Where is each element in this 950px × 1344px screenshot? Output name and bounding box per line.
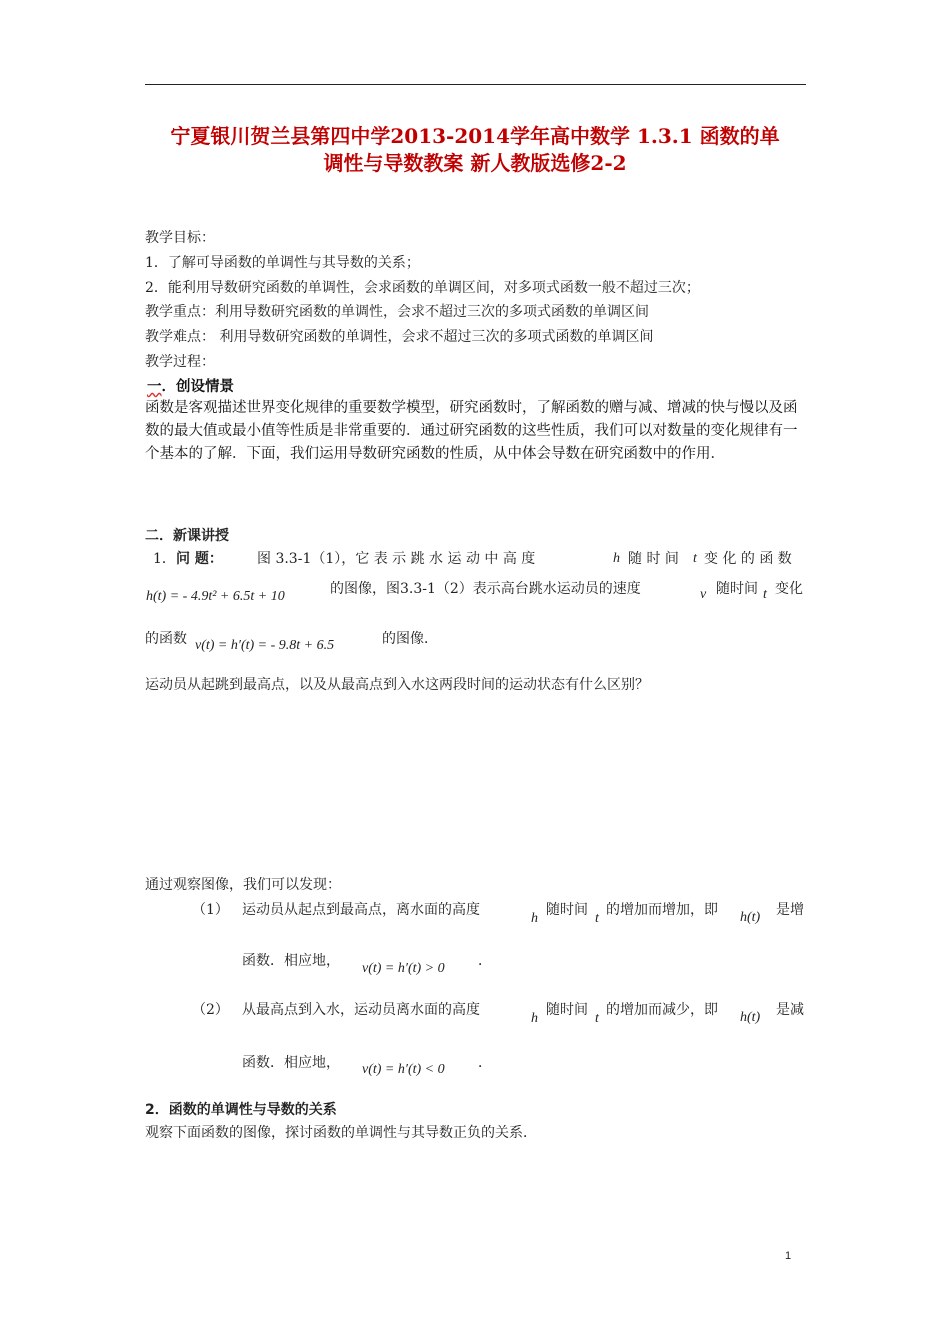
obs2-text-5: 函数．相应地， xyxy=(242,1055,340,1071)
obs1-period: ． xyxy=(478,953,492,969)
var-h: h xyxy=(613,551,620,566)
section2-heading: 二．新课讲授 xyxy=(145,528,229,544)
obs1-text-3: 的增加而增加，即 xyxy=(606,902,718,918)
title-line-1: 宁夏银川贺兰县第四中学2013-2014学年高中数学 1.3.1 函数的单 xyxy=(170,124,780,148)
observe-intro: 通过观察图像，我们可以发现： xyxy=(145,877,341,893)
header-rule xyxy=(145,84,806,85)
document-title xyxy=(140,123,810,177)
obs2-number: （2） xyxy=(192,1002,229,1018)
title-line-2: 调性与导数教案 新人教版选修2-2 xyxy=(323,151,627,175)
obs1-var-t: t xyxy=(595,911,599,926)
obs1-ht: h(t) xyxy=(740,910,761,925)
obs1-formula: v(t) = h′(t) > 0 xyxy=(362,961,445,976)
formula-v: v(t) = h′(t) = - 9.8t + 6.5 xyxy=(195,638,335,653)
difficulty-point: 教学难点： 利用导数研究函数的单调性，会求不超过三次的多项式函数的单调区间 xyxy=(145,329,654,345)
obs2-var-t: t xyxy=(595,1011,599,1026)
process-label: 教学过程： xyxy=(145,354,215,370)
question-number: 1． xyxy=(153,551,176,567)
obs2-text-1: 从最高点到入水，运动员离水面的高度 xyxy=(242,1002,480,1018)
var-v: v xyxy=(700,587,707,602)
section1-paragraph: 函数是客观描述世界变化规律的重要数学模型，研究函数时，了解函数的赠与减、增减的快与慢以及函数的最大值或最小值等性质是非常重要的．通过研究函数的这些性质，我们可以对数量的变化规律有一个基本的了解．下面，我们运用导数研究函数的性质，从中体会导数在研究函数中的作用． xyxy=(145,400,798,462)
question-text-7: 的函数 xyxy=(145,631,187,647)
question-text-3: 变 化 的 函 数 xyxy=(704,551,792,567)
obs1-text-2: 随时间 xyxy=(546,902,588,918)
obs1-text-4: 是增 xyxy=(776,902,804,918)
section1-heading-text: ．创设情景 xyxy=(161,379,234,395)
question-text-1: 图 3.3-1（1），它 表 示 跳 水 运 动 中 高 度 xyxy=(257,551,536,567)
obs1-text-5: 函数．相应地， xyxy=(242,953,340,969)
objectives-label: 教学目标： xyxy=(145,230,215,246)
question-label: 问 题： xyxy=(176,551,223,567)
objective-item-1: 1．了解可导函数的单调性与其导数的关系； xyxy=(145,255,420,271)
obs2-text-4: 是减 xyxy=(776,1002,804,1018)
section3-heading: 2．函数的单调性与导数的关系 xyxy=(145,1102,337,1118)
section3-text: 观察下面函数的图像，探讨函数的单调性与其导数正负的关系． xyxy=(145,1125,537,1141)
obs2-formula: v(t) = h′(t) < 0 xyxy=(362,1062,445,1077)
obs1-text-1: 运动员从起点到最高点，离水面的高度 xyxy=(242,902,480,918)
var-t: t xyxy=(693,551,697,566)
obs2-ht: h(t) xyxy=(740,1010,761,1025)
page-number: 1 xyxy=(785,1250,792,1262)
obs2-text-2: 随时间 xyxy=(546,1002,588,1018)
section1-heading xyxy=(147,375,234,396)
obs2-var-h: h xyxy=(531,1011,538,1026)
question-prompt: 运动员从起跳到最高点，以及从最高点到入水这两段时间的运动状态有什么区别？ xyxy=(145,677,649,693)
key-point: 教学重点：利用导数研究函数的单调性，会求不超过三次的多项式函数的单调区间 xyxy=(145,304,649,320)
question-text-6: 变化 xyxy=(775,581,803,597)
obs1-var-h: h xyxy=(531,911,538,926)
formula-h: h(t) = - 4.9t² + 6.5t + 10 xyxy=(146,589,285,604)
obs1-number: （1） xyxy=(192,902,229,918)
question-text-2: 随 时 间 xyxy=(628,551,679,567)
obs2-text-3: 的增加而减少，即 xyxy=(606,1002,718,1018)
var-t-2: t xyxy=(763,587,767,602)
section1-heading-prefix: 一 xyxy=(147,379,162,395)
objective-item-2: 2．能利用导数研究函数的单调性，会求函数的单调区间，对多项式函数一般不超过三次； xyxy=(145,280,700,296)
question-text-5: 随时间 xyxy=(716,581,758,597)
question-text-8: 的图像． xyxy=(382,631,438,647)
question-text-4: 的图像，图3.3-1（2）表示高台跳水运动员的速度 xyxy=(330,581,641,597)
obs2-period: ． xyxy=(478,1055,492,1071)
